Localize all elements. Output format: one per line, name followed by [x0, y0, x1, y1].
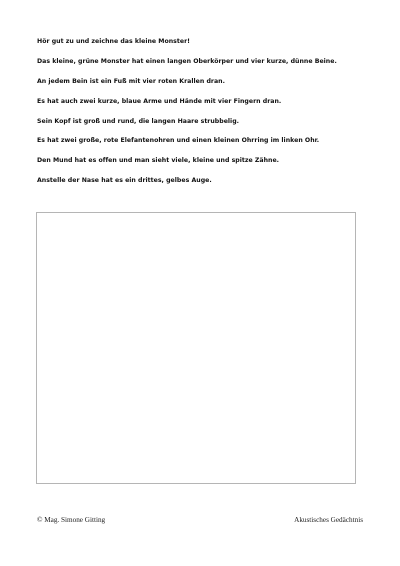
instruction-line: Es hat zwei große, rote Elefantenohren und einen kleinen Ohrring im linken Ohr.: [37, 137, 320, 145]
footer-topic: Akustisches Gedächtnis: [294, 516, 363, 524]
drawing-area[interactable]: [36, 212, 356, 484]
instruction-heading: Hör gut zu und zeichne das kleine Monster!: [37, 38, 190, 45]
instruction-list: [37, 37, 367, 196]
instruction-line: Das kleine, grüne Monster hat einen langen Oberkörper und vier kurze, dünne Beine.: [37, 57, 337, 65]
instruction-line: Anstelle der Nase hat es ein drittes, gelbes Auge.: [37, 177, 212, 185]
instruction-line: An jedem Bein ist ein Fuß mit vier roten Krallen dran.: [37, 77, 225, 85]
instruction-line: Es hat auch zwei kurze, blaue Arme und Hände mit vier Fingern dran.: [37, 97, 282, 105]
footer-copyright: © Mag. Simone Gitting: [37, 516, 106, 524]
page-footer: [37, 516, 363, 528]
instruction-line: Sein Kopf ist groß und rund, die langen Haare strubbelig.: [37, 117, 240, 125]
instruction-line: Den Mund hat es offen und man sieht viele, kleine und spitze Zähne.: [37, 157, 280, 165]
